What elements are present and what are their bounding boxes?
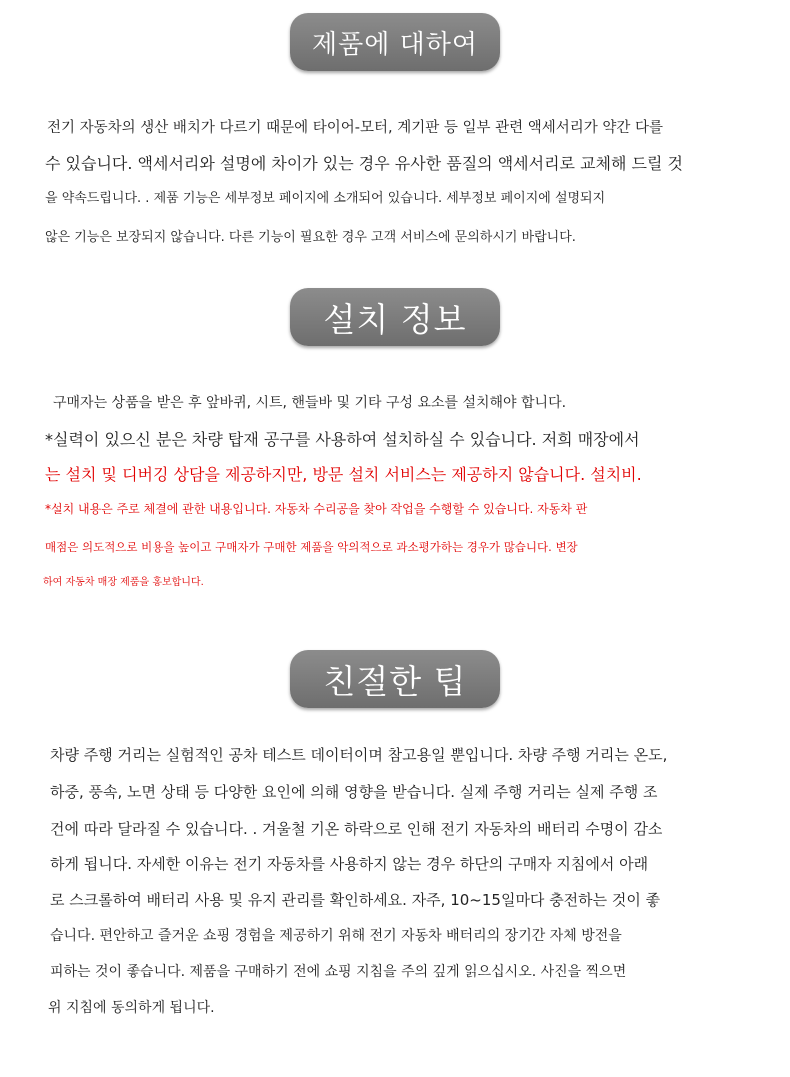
section-heading-installation: 설치 정보 — [290, 288, 500, 346]
tips-text-line: 하중, 풍속, 노면 상태 등 다양한 요인에 의해 영향을 받습니다. 실제 주행 거리는 실제 주행 조 — [50, 783, 658, 801]
tips-text-line: 건에 따라 달라질 수 있습니다. . 겨울철 기온 하락으로 인해 전기 자동차의 배터리 수명이 감소 — [50, 820, 663, 838]
tips-text-line: 피하는 것이 좋습니다. 제품을 구매하기 전에 쇼핑 지침을 주의 깊게 읽으십시오. 사진을 찍으면 — [50, 964, 627, 980]
tips-text-line: 차량 주행 거리는 실험적인 공차 테스트 데이터이며 참고용일 뿐입니다. 차량 주행 거리는 온도, — [50, 746, 668, 764]
tips-text-line: 위 지침에 동의하게 됩니다. — [48, 1000, 215, 1016]
about-text-line: 않은 기능은 보장되지 않습니다. 다른 기능이 필요한 경우 고객 서비스에 문의하시기 바랍니다. — [45, 230, 576, 245]
about-text-line: 을 약속드립니다. . 제품 기능은 세부정보 페이지에 소개되어 있습니다. 세부정보 페이지에 설명되지 — [45, 191, 606, 206]
install-text-line: *실력이 있으신 분은 차량 탑재 공구를 사용하여 설치하실 수 있습니다. 저희 매장에서 — [45, 430, 640, 449]
install-text-line: 구매자는 상품을 받은 후 앞바퀴, 시트, 핸들바 및 기타 구성 요소를 설치해야 합니다. — [53, 395, 567, 411]
tips-text-line: 로 스크롤하여 배터리 사용 및 유지 관리를 확인하세요. 자주, 10~15일마다 충전하는 것이 좋 — [50, 891, 661, 909]
section-heading-kind-tips: 친절한 팁 — [290, 650, 500, 708]
install-warning-line: *설치 내용은 주로 체결에 관한 내용입니다. 자동차 수리공을 찾아 작업을 수행할 수 있습니다. 자동차 판 — [45, 502, 588, 516]
about-text-line: 수 있습니다. 액세서리와 설명에 차이가 있는 경우 유사한 품질의 액세서리로 교체해 드릴 것 — [45, 154, 683, 173]
tips-text-line: 습니다. 편안하고 즐거운 쇼핑 경험을 제공하기 위해 전기 자동차 배터리의 장기간 자체 방전을 — [50, 928, 622, 944]
install-warning-line: 하여 자동차 매장 제품을 홍보합니다. — [43, 577, 204, 588]
about-text-line: 전기 자동차의 생산 배치가 다르기 때문에 타이어-모터, 계기판 등 일부 관련 액세서리가 약간 다를 — [47, 120, 664, 136]
install-warning-line: 매점은 의도적으로 비용을 높이고 구매자가 구매한 제품을 악의적으로 과소평가하는 경우가 많습니다. 변장 — [45, 540, 578, 554]
tips-text-line: 하게 됩니다. 자세한 이유는 전기 자동차를 사용하지 않는 경우 하단의 구매자 지침에서 아래 — [50, 855, 649, 873]
section-heading-about-product: 제품에 대하여 — [290, 13, 500, 71]
install-warning-line: 는 설치 및 디버깅 상담을 제공하지만, 방문 설치 서비스는 제공하지 않습니다. 설치비. — [45, 465, 642, 484]
